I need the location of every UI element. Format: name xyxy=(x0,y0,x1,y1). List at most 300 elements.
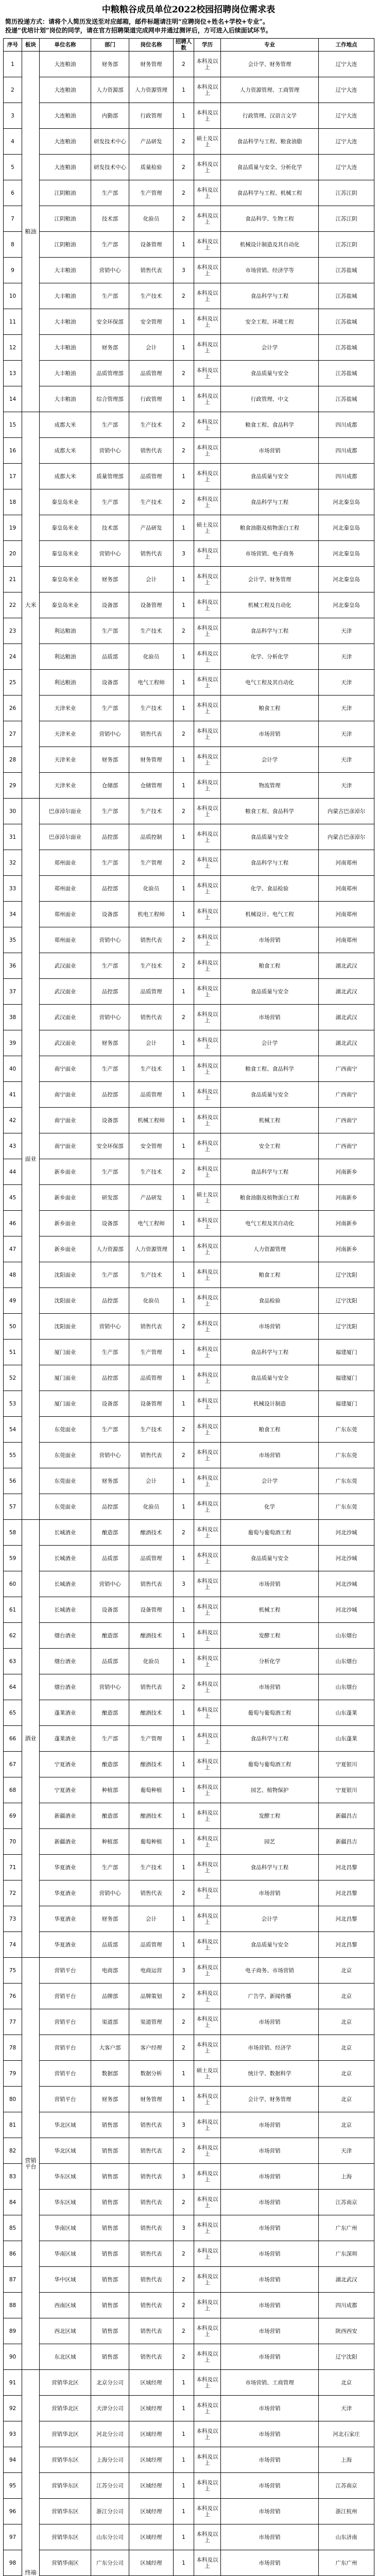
department-cell: 生产部 xyxy=(91,283,129,309)
department-cell: 生产部 xyxy=(91,1417,129,1443)
table-row xyxy=(4,1340,374,1365)
department-cell: 安全环保部 xyxy=(91,1133,129,1159)
department-cell: 品控部 xyxy=(91,1365,129,1391)
table-row xyxy=(4,1108,374,1133)
table-row xyxy=(4,1314,374,1340)
position-cell: 生产技术 xyxy=(129,1262,174,1288)
headcount-cell: 2 xyxy=(174,953,194,979)
position-cell: 会计 xyxy=(129,335,174,361)
department-cell: 品质部 xyxy=(91,1546,129,1571)
table-row xyxy=(4,335,374,361)
location-cell: 河北秦皇岛 xyxy=(319,592,374,618)
unit-name-cell: 华东区域 xyxy=(40,2190,91,2215)
department-cell: 营销中心 xyxy=(91,258,129,283)
headcount-cell: 2 xyxy=(174,206,194,232)
location-cell: 天津 xyxy=(319,618,374,644)
education-cell: 本科及以上 xyxy=(194,1443,221,1468)
major-cell: 市场营销 xyxy=(221,1005,319,1030)
position-cell: 财务管理 xyxy=(129,52,174,77)
unit-name-cell: 华南区域 xyxy=(40,2215,91,2241)
education-cell: 本科及以上 xyxy=(194,206,221,232)
unit-name-cell: 秦皇岛米业 xyxy=(40,592,91,618)
position-cell: 销售代表 xyxy=(129,258,174,283)
segment-cell: 粮油 xyxy=(22,52,40,412)
department-cell: 营销中心 xyxy=(91,1571,129,1597)
row-index-cell: 9 xyxy=(4,258,22,283)
unit-name-cell: 东莞面业 xyxy=(40,1494,91,1520)
department-cell: 种植部 xyxy=(91,1829,129,1855)
position-cell: 数据分析 xyxy=(129,2061,174,2087)
department-cell: 安全环保部 xyxy=(91,309,129,335)
position-cell: 销售代表 xyxy=(129,2112,174,2138)
position-cell: 销售代表 xyxy=(129,1880,174,1906)
education-cell: 本科及以上 xyxy=(194,2396,221,2421)
location-cell: 山东烟台 xyxy=(319,1649,374,1674)
unit-name-cell: 厦门面业 xyxy=(40,1340,91,1365)
unit-name-cell: 营销平台 xyxy=(40,1984,91,2009)
education-cell: 本科及以上 xyxy=(194,232,221,258)
location-cell: 四川成都 xyxy=(319,464,374,489)
major-cell: 市场营销 xyxy=(221,2215,319,2241)
table-row xyxy=(4,2035,374,2061)
headcount-cell: 2 xyxy=(174,1005,194,1030)
education-cell: 本科及以上 xyxy=(194,696,221,721)
education-cell: 本科及以上 xyxy=(194,953,221,979)
location-cell: 广东东莞 xyxy=(319,1417,374,1443)
education-cell: 本科及以上 xyxy=(194,1288,221,1314)
position-cell: 安全管理 xyxy=(129,309,174,335)
location-cell: 北京 xyxy=(319,2061,374,2087)
location-cell: 江苏盐城 xyxy=(319,258,374,283)
table-row xyxy=(4,721,374,747)
location-cell: 江苏南京 xyxy=(319,2473,374,2499)
department-cell: 生产部 xyxy=(91,232,129,258)
unit-name-cell: 宁夏酒业 xyxy=(40,1752,91,1777)
major-cell: 食品质量与安全 xyxy=(221,1365,319,1391)
department-cell: 销售部 xyxy=(91,2267,129,2293)
education-cell: 本科及以上 xyxy=(194,1314,221,1340)
education-cell: 本科及以上 xyxy=(194,2293,221,2318)
row-index-cell: 57 xyxy=(4,1494,22,1520)
unit-name-cell: 郑州面业 xyxy=(40,850,91,876)
position-cell: 财务管理 xyxy=(129,2087,174,2112)
major-cell: 市场营销 xyxy=(221,2473,319,2499)
major-cell: 机械工程 xyxy=(221,1108,319,1133)
education-cell: 本科及以上 xyxy=(194,2009,221,2035)
notes-block xyxy=(3,16,374,38)
department-cell: 营销中心 xyxy=(91,1880,129,1906)
row-index-cell: 77 xyxy=(4,2009,22,2035)
position-cell: 化验员 xyxy=(129,1494,174,1520)
row-index-cell: 21 xyxy=(4,567,22,592)
education-cell: 本科及以上 xyxy=(194,1880,221,1906)
headcount-cell: 2 xyxy=(174,1984,194,2009)
row-index-cell: 14 xyxy=(4,386,22,412)
department-cell: 财务部 xyxy=(91,52,129,77)
department-cell: 品控部 xyxy=(91,824,129,850)
education-cell: 本科及以上 xyxy=(194,1906,221,1932)
department-cell: 研发技术中心 xyxy=(91,155,129,180)
position-cell: 产品研发 xyxy=(129,1185,174,1211)
unit-name-cell: 华夏酒业 xyxy=(40,1855,91,1880)
table-row xyxy=(4,1030,374,1056)
department-cell: 江苏分公司 xyxy=(91,2473,129,2499)
table-row xyxy=(4,1777,374,1803)
location-cell: 江苏江阴 xyxy=(319,232,374,258)
department-cell: 生产部 xyxy=(91,1726,129,1752)
location-cell: 河北沙城 xyxy=(319,1597,374,1623)
row-index-cell: 79 xyxy=(4,2061,22,2087)
education-cell: 本科及以上 xyxy=(194,2035,221,2061)
headcount-cell: 1 xyxy=(174,2524,194,2550)
table-row xyxy=(4,1005,374,1030)
table-row xyxy=(4,1468,374,1494)
headcount-cell: 2 xyxy=(174,2293,194,2318)
unit-name-cell: 天津米业 xyxy=(40,747,91,773)
major-cell: 电气工程及其自动化 xyxy=(221,1211,319,1236)
position-cell: 品质管理 xyxy=(129,1932,174,1958)
position-cell: 渠道管理 xyxy=(129,2009,174,2035)
headcount-cell: 2 xyxy=(174,283,194,309)
position-cell: 生产管理 xyxy=(129,1726,174,1752)
major-cell: 化学、分析化学 xyxy=(221,644,319,670)
education-cell: 本科及以上 xyxy=(194,1984,221,2009)
location-cell: 河北秦皇岛 xyxy=(319,515,374,541)
department-cell: 酿造部 xyxy=(91,1752,129,1777)
position-cell: 电气工程师 xyxy=(129,670,174,696)
department-cell: 品控部 xyxy=(91,876,129,902)
education-cell: 本科及以上 xyxy=(194,618,221,644)
department-cell: 营销中心 xyxy=(91,721,129,747)
unit-name-cell: 营销华东区 xyxy=(40,2447,91,2473)
row-index-cell: 60 xyxy=(4,1571,22,1597)
row-index-cell: 62 xyxy=(4,1623,22,1649)
major-cell: 葡萄与葡萄酒工程 xyxy=(221,1520,319,1546)
position-cell: 人力资源管理 xyxy=(129,1236,174,1262)
location-cell: 北京 xyxy=(319,2112,374,2138)
table-row xyxy=(4,927,374,953)
row-index-cell: 81 xyxy=(4,2112,22,2138)
department-cell: 电商部 xyxy=(91,1958,129,1984)
department-cell: 渠道部 xyxy=(91,2009,129,2035)
row-index-cell: 86 xyxy=(4,2241,22,2267)
row-index-cell: 59 xyxy=(4,1546,22,1571)
table-row xyxy=(4,2344,374,2370)
department-cell: 生产部 xyxy=(91,180,129,206)
headcount-cell: 1 xyxy=(174,2421,194,2447)
major-cell: 市场营销 xyxy=(221,1314,319,1340)
headcount-cell: 2 xyxy=(174,1417,194,1443)
table-row xyxy=(4,670,374,696)
unit-name-cell: 大连粮油 xyxy=(40,129,91,155)
education-cell: 本科及以上 xyxy=(194,1674,221,1700)
education-cell: 本科及以上 xyxy=(194,1623,221,1649)
education-cell: 本科及以上 xyxy=(194,721,221,747)
education-cell: 本科及以上 xyxy=(194,1108,221,1133)
unit-name-cell: 东北区域 xyxy=(40,2344,91,2370)
location-cell: 新疆昌吉 xyxy=(319,1803,374,1829)
major-cell: 市场营销 xyxy=(221,2421,319,2447)
position-cell: 设备管理 xyxy=(129,232,174,258)
row-index-cell: 34 xyxy=(4,902,22,927)
headcount-cell: 1 xyxy=(174,2087,194,2112)
position-cell: 生产管理 xyxy=(129,180,174,206)
headcount-cell: 2 xyxy=(174,2138,194,2164)
department-cell: 生产部 xyxy=(91,1159,129,1185)
headcount-cell: 2 xyxy=(174,850,194,876)
unit-name-cell: 沈阳面业 xyxy=(40,1314,91,1340)
row-index-cell: 41 xyxy=(4,1082,22,1108)
department-cell: 设备部 xyxy=(91,670,129,696)
position-cell: 酿酒技术 xyxy=(129,1520,174,1546)
location-cell: 辽宁大连 xyxy=(319,52,374,77)
location-cell: 广西南宁 xyxy=(319,1133,374,1159)
education-cell: 本科及以上 xyxy=(194,1340,221,1365)
table-row xyxy=(4,2061,374,2087)
location-cell: 北京 xyxy=(319,2370,374,2396)
headcount-cell: 1 xyxy=(174,1752,194,1777)
row-index-cell: 68 xyxy=(4,1777,22,1803)
row-index-cell: 35 xyxy=(4,927,22,953)
location-cell: 福建厦门 xyxy=(319,1340,374,1365)
unit-name-cell: 天津米业 xyxy=(40,696,91,721)
headcount-cell: 1 xyxy=(174,670,194,696)
row-index-cell: 13 xyxy=(4,361,22,386)
education-cell: 本科及以上 xyxy=(194,2550,221,2576)
unit-name-cell: 营销华北区 xyxy=(40,2370,91,2396)
major-cell: 发酵工程 xyxy=(221,1803,319,1829)
table-row xyxy=(4,644,374,670)
row-index-cell: 92 xyxy=(4,2396,22,2421)
department-cell: 生产部 xyxy=(91,799,129,824)
major-cell: 食品科学与工程 xyxy=(221,489,319,515)
row-index-cell: 38 xyxy=(4,1005,22,1030)
department-cell: 设备部 xyxy=(91,1597,129,1623)
headcount-cell: 1 xyxy=(174,1133,194,1159)
position-cell: 销售代表 xyxy=(129,2190,174,2215)
major-cell: 粮食工程、食品科学 xyxy=(221,799,319,824)
major-cell: 葡萄与葡萄酒工程 xyxy=(221,1700,319,1726)
location-cell: 河北昌黎 xyxy=(319,1855,374,1880)
unit-name-cell: 厦门面业 xyxy=(40,1365,91,1391)
row-index-cell: 30 xyxy=(4,799,22,824)
major-cell: 粮食工程 xyxy=(221,696,319,721)
department-cell: 品控部 xyxy=(91,1082,129,1108)
location-cell: 河北秦皇岛 xyxy=(319,541,374,567)
department-cell: 生产部 xyxy=(91,696,129,721)
education-cell: 本科及以上 xyxy=(194,541,221,567)
table-row xyxy=(4,1443,374,1468)
headcount-cell: 2 xyxy=(174,927,194,953)
location-cell: 广东东莞 xyxy=(319,1468,374,1494)
table-row xyxy=(4,953,374,979)
headcount-cell: 1 xyxy=(174,2499,194,2524)
position-cell: 品质管理 xyxy=(129,1546,174,1571)
headcount-cell: 1 xyxy=(174,2473,194,2499)
table-row xyxy=(4,2164,374,2190)
row-index-cell: 7 xyxy=(4,206,22,232)
location-cell: 河北沙城 xyxy=(319,1571,374,1597)
headcount-cell: 1 xyxy=(174,1546,194,1571)
unit-name-cell: 长城酒业 xyxy=(40,1571,91,1597)
department-cell: 仓储部 xyxy=(91,773,129,799)
major-cell: 市场营销 xyxy=(221,2267,319,2293)
position-cell: 区域经理 xyxy=(129,2499,174,2524)
row-index-cell: 40 xyxy=(4,1056,22,1082)
department-cell: 设备部 xyxy=(91,1108,129,1133)
table-row xyxy=(4,1133,374,1159)
location-cell: 辽宁沈阳 xyxy=(319,1288,374,1314)
major-cell: 食品质量与安全 xyxy=(221,824,319,850)
headcount-cell: 1 xyxy=(174,1262,194,1288)
row-index-cell: 89 xyxy=(4,2318,22,2344)
education-cell: 本科及以上 xyxy=(194,489,221,515)
position-cell: 销售代表 xyxy=(129,2293,174,2318)
department-cell: 品控部 xyxy=(91,979,129,1005)
department-cell: 营销中心 xyxy=(91,541,129,567)
unit-name-cell: 江阴粮油 xyxy=(40,232,91,258)
column-header: 部门 xyxy=(91,39,129,52)
table-row xyxy=(4,1159,374,1185)
row-index-cell: 46 xyxy=(4,1211,22,1236)
row-index-cell: 53 xyxy=(4,1391,22,1417)
location-cell: 江苏盐城 xyxy=(319,361,374,386)
department-cell: 人力资源部 xyxy=(91,1236,129,1262)
headcount-cell: 1 xyxy=(174,1855,194,1880)
headcount-cell: 1 xyxy=(174,1726,194,1752)
unit-name-cell: 大丰粮油 xyxy=(40,283,91,309)
location-cell: 河北秦皇岛 xyxy=(319,567,374,592)
location-cell: 广东东莞 xyxy=(319,1443,374,1468)
location-cell: 广东广州 xyxy=(319,2550,374,2576)
row-index-cell: 37 xyxy=(4,979,22,1005)
table-row xyxy=(4,77,374,103)
row-index-cell: 22 xyxy=(4,592,22,618)
row-index-cell: 27 xyxy=(4,721,22,747)
education-cell: 本科及以上 xyxy=(194,283,221,309)
headcount-cell: 1 xyxy=(174,1185,194,1211)
row-index-cell: 84 xyxy=(4,2190,22,2215)
headcount-cell: 1 xyxy=(174,1236,194,1262)
major-cell: 粮食工程 xyxy=(221,1262,319,1288)
major-cell: 市场营销、工商管理 xyxy=(221,2370,319,2396)
unit-name-cell: 江阴粮油 xyxy=(40,180,91,206)
row-index-cell: 76 xyxy=(4,1984,22,2009)
headcount-cell: 3 xyxy=(174,1571,194,1597)
row-index-cell: 17 xyxy=(4,464,22,489)
unit-name-cell: 营销华东区 xyxy=(40,2473,91,2499)
headcount-cell: 2 xyxy=(174,721,194,747)
row-index-cell: 1 xyxy=(4,52,22,77)
department-cell: 财务部 xyxy=(91,747,129,773)
row-index-cell: 55 xyxy=(4,1443,22,1468)
row-index-cell: 16 xyxy=(4,438,22,464)
row-index-cell: 2 xyxy=(4,77,22,103)
location-cell: 内蒙古巴彦淖尔 xyxy=(319,824,374,850)
major-cell: 市场营销 xyxy=(221,2524,319,2550)
unit-name-cell: 新疆酒业 xyxy=(40,1803,91,1829)
location-cell: 河南郑州 xyxy=(319,927,374,953)
department-cell: 品质部 xyxy=(91,1649,129,1674)
major-cell: 市场营销 xyxy=(221,2550,319,2576)
position-cell: 销售代表 xyxy=(129,1674,174,1700)
education-cell: 本科及以上 xyxy=(194,155,221,180)
department-cell: 天津分公司 xyxy=(91,2396,129,2421)
table-row xyxy=(4,850,374,876)
table-row xyxy=(4,2241,374,2267)
major-cell: 粮食工程 xyxy=(221,1417,319,1443)
unit-name-cell: 成都大米 xyxy=(40,464,91,489)
unit-name-cell: 营销平台 xyxy=(40,2087,91,2112)
row-index-cell: 11 xyxy=(4,309,22,335)
unit-name-cell: 南宁面业 xyxy=(40,1133,91,1159)
table-row xyxy=(4,283,374,309)
unit-name-cell: 利达粮油 xyxy=(40,618,91,644)
table-row xyxy=(4,1752,374,1777)
unit-name-cell: 东莞面业 xyxy=(40,1417,91,1443)
major-cell: 会计学、财务管理 xyxy=(221,567,319,592)
row-index-cell: 78 xyxy=(4,2035,22,2061)
table-row xyxy=(4,2293,374,2318)
row-index-cell: 58 xyxy=(4,1520,22,1546)
major-cell: 食品质量与安全 xyxy=(221,361,319,386)
position-cell: 化验员 xyxy=(129,644,174,670)
headcount-cell: 1 xyxy=(174,1056,194,1082)
unit-name-cell: 沈阳面业 xyxy=(40,1288,91,1314)
table-row xyxy=(4,232,374,258)
major-cell: 食品质量与安全 xyxy=(221,1932,319,1958)
major-cell: 市场营销 xyxy=(221,2190,319,2215)
position-cell: 生产管理 xyxy=(129,1340,174,1365)
unit-name-cell: 秦皇岛米业 xyxy=(40,489,91,515)
location-cell: 宁夏银川 xyxy=(319,1777,374,1803)
row-index-cell: 95 xyxy=(4,2473,22,2499)
row-index-cell: 36 xyxy=(4,953,22,979)
unit-name-cell: 新乡面业 xyxy=(40,1185,91,1211)
table-row xyxy=(4,180,374,206)
education-cell: 本科及以上 xyxy=(194,773,221,799)
row-index-cell: 91 xyxy=(4,2370,22,2396)
department-cell: 品控部 xyxy=(91,1288,129,1314)
headcount-cell: 1 xyxy=(174,1108,194,1133)
position-cell: 销售代表 xyxy=(129,1005,174,1030)
major-cell: 食品科学、生物工程 xyxy=(221,206,319,232)
row-index-cell: 29 xyxy=(4,773,22,799)
education-cell: 本科及以上 xyxy=(194,1700,221,1726)
major-cell: 粮食工程、食品科学 xyxy=(221,412,319,438)
position-cell: 机械工程师 xyxy=(129,1108,174,1133)
table-row xyxy=(4,438,374,464)
row-index-cell: 56 xyxy=(4,1468,22,1494)
major-cell: 市场营销 xyxy=(221,1880,319,1906)
row-index-cell: 98 xyxy=(4,2550,22,2576)
major-cell: 人力资源管理 xyxy=(221,1236,319,1262)
major-cell: 市场营销 xyxy=(221,2499,319,2524)
department-cell: 大客户部 xyxy=(91,2035,129,2061)
education-cell: 硕士及以上 xyxy=(194,129,221,155)
table-row xyxy=(4,1520,374,1546)
position-cell: 化验员 xyxy=(129,206,174,232)
major-cell: 市场营销、电子商务 xyxy=(221,541,319,567)
location-cell: 山东蓬莱 xyxy=(319,1726,374,1752)
row-index-cell: 87 xyxy=(4,2267,22,2293)
row-index-cell: 45 xyxy=(4,1185,22,1211)
row-index-cell: 93 xyxy=(4,2421,22,2447)
major-cell: 行政管理、中文 xyxy=(221,386,319,412)
unit-name-cell: 利达粮油 xyxy=(40,670,91,696)
education-cell: 本科及以上 xyxy=(194,902,221,927)
major-cell: 机械设计制造 xyxy=(221,1391,319,1417)
